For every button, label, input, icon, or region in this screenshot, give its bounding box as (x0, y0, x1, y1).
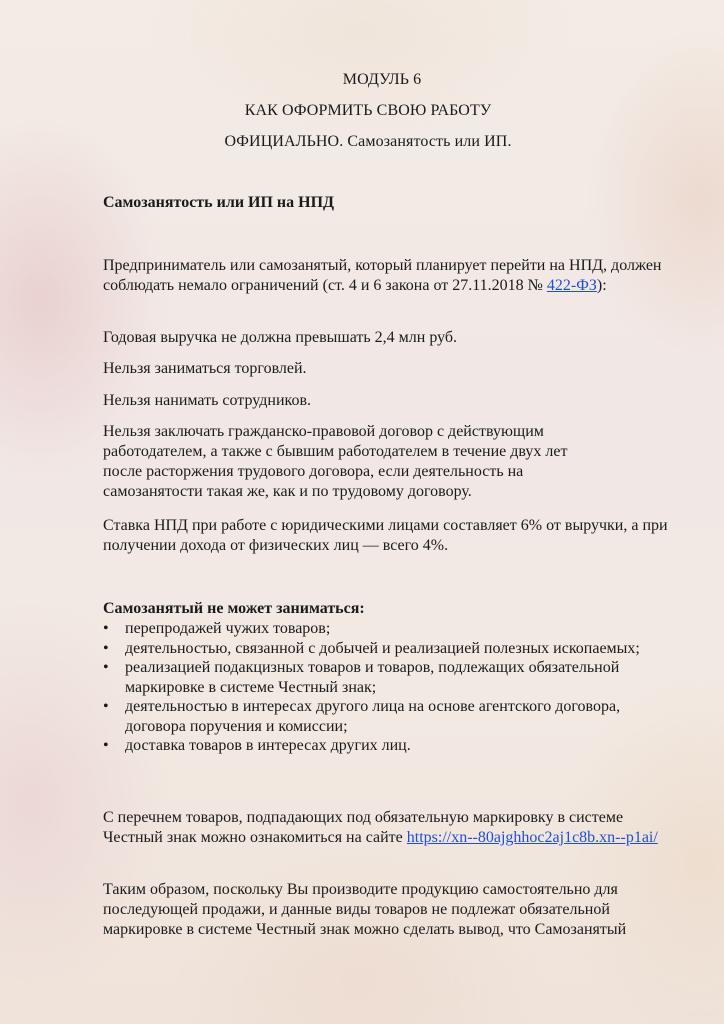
restrictions-heading: Самозанятый не может заниматься: (103, 600, 365, 617)
list-item: • деятельностью в интересах другого лица на основе агентского договора, договора поручения и комиссии; (103, 698, 621, 735)
bullet-icon: • (103, 639, 109, 657)
intro-paragraph (103, 256, 675, 296)
list-item: • доставка товаров в интересах других лиц. (103, 737, 411, 754)
bullet-icon: • (103, 698, 109, 715)
list-item: • деятельностью, связанной с добычей и реализацией полезных ископаемых; (103, 639, 640, 657)
list-item: • перепродажей чужих товаров; (103, 620, 331, 637)
limit-civil-contract: Нельзя заключать гражданско-правовой договор с действующим работодателем, а также с бывшим работодателем в течение двух лет после расторжения трудового договора, если деятельность на самозанятости такая же, как и по трудовому договору. (103, 423, 568, 500)
limit-revenue: Годовая выручка не должна превышать 2,4 млн руб. (103, 329, 458, 346)
page-title-line1: КАК ОФОРМИТЬ СВОЮ РАБОТУ (244, 102, 492, 119)
marking-text: С перечнем товаров, подпадающих под обязательную маркировку в системе Честный знак можно ознакомиться на сайте (103, 809, 624, 846)
module-number: МОДУЛЬ 6 (342, 71, 422, 88)
bullet-icon: • (103, 659, 109, 676)
marking-paragraph (103, 808, 668, 848)
chestny-znak-link[interactable]: https://xn--80ajghhoc2aj1c8b.xn--p1ai/ (406, 829, 658, 846)
law-422-fz-link[interactable]: 422-ФЗ (546, 277, 597, 294)
conclusion-paragraph: Таким образом, поскольку Вы производите продукцию самостоятельно для последующей продажи, и данные виды товаров не подлежат обязательной маркировке в системе Честный знак можно сделать вывод, что Самозанятый (103, 881, 627, 938)
limit-employees: Нельзя нанимать сотрудников. (103, 392, 312, 409)
intro-text: Предприниматель или самозанятый, который планирует перейти на НПД, должен соблюдать немало ограничений (ст. 4 и 6 закона от 27.11.2018 № (103, 257, 662, 294)
npd-rate: Ставка НПД при работе с юридическими лицами составляет 6% от выручки, а при получении дохода от физических лиц — всего 4%. (103, 517, 668, 554)
bullet-icon: • (103, 737, 109, 754)
restrictions-list (103, 619, 678, 756)
section-heading: Самозанятость или ИП на НПД (103, 194, 335, 211)
intro-after: ): (596, 277, 607, 294)
list-item: • реализацией подакцизных товаров и товаров, подлежащих обязательной маркировке в системе Честный знак; (103, 659, 620, 696)
page-title-line2: ОФИЦИАЛЬНО. Самозанятость или ИП. (224, 133, 512, 150)
bullet-icon: • (103, 620, 109, 637)
limit-trade: Нельзя заниматься торговлей. (103, 360, 307, 377)
